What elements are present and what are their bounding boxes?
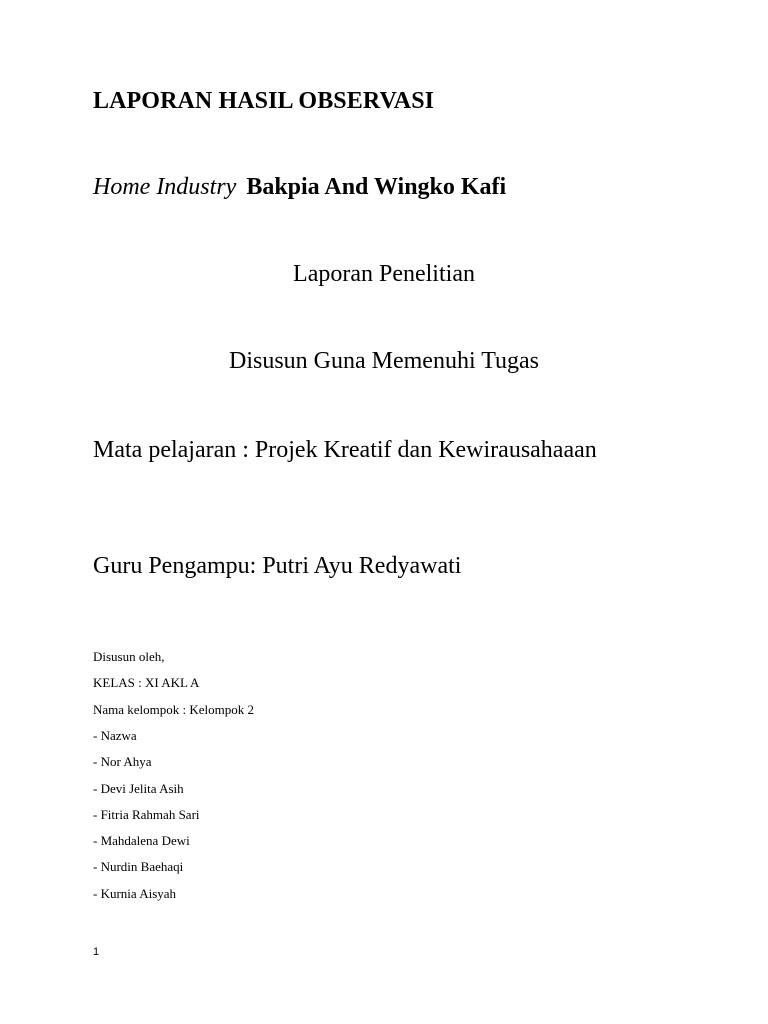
subtitle-business-name: Bakpia And Wingko Kafi [246,174,507,200]
page-number: 1 [93,946,100,958]
author-intro: Disusun oleh, [93,649,165,664]
member-item: - Kurnia Aisyah [93,885,177,901]
member-item: - Nurdin Baehaqi [93,859,184,875]
teacher-line: Guru Pengampu: Putri Ayu Redyawati [93,553,462,579]
class-line: KELAS : XI AKL A [93,675,200,690]
project-subtitle [93,174,506,201]
member-item: - Devi Jelita Asih [93,780,184,796]
subtitle-italic: Home Industry [93,174,237,200]
group-line: Nama kelompok : Kelompok 2 [93,702,255,717]
report-purpose: Disusun Guna Memenuhi Tugas [228,348,540,374]
member-item: - Nazwa [93,728,137,743]
member-item: - Nor Ahya [93,754,152,770]
subject-line: Mata pelajaran : Projek Kreatif dan Kewirausahaaan [93,437,597,463]
member-list [93,728,200,912]
member-item: - Fitria Rahmah Sari [93,806,200,822]
report-title: LAPORAN HASIL OBSERVASI [93,88,435,114]
member-item: - Mahdalena Dewi [93,833,190,849]
report-type: Laporan Penelitian [293,261,475,287]
